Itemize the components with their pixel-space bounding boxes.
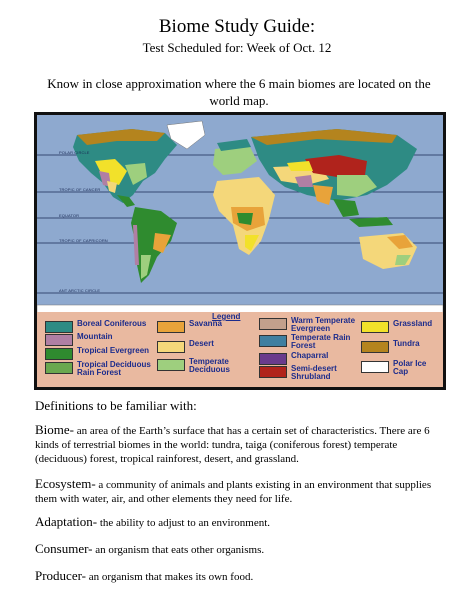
legend-item	[157, 358, 249, 374]
legend-swatch	[45, 321, 73, 333]
legend-label: Polar Ice Cap	[393, 359, 427, 376]
legend-item	[157, 340, 214, 353]
legend-label: Temperate Deciduous	[189, 357, 230, 374]
definition-ecosystem	[35, 477, 444, 506]
legend-label: Boreal Coniferous	[77, 319, 147, 328]
legend-swatch	[361, 361, 389, 373]
legend-swatch	[157, 321, 185, 333]
legend-label: Tundra	[393, 339, 420, 348]
legend-label: Tropical Deciduous Rain Forest	[77, 360, 151, 377]
definition-text: an organism that eats other organisms.	[92, 544, 265, 556]
legend-title: Legend	[212, 312, 241, 321]
legend-swatch	[361, 341, 389, 353]
definition-term: Consumer-	[35, 541, 93, 556]
legend-item	[361, 320, 432, 333]
map-instruction: Know in close approximation where the 6 main biomes are located on the world map.	[47, 76, 431, 108]
lat-label-antarctic-circle: ANT ARCTIC CIRCLE	[59, 288, 101, 293]
legend-swatch	[157, 359, 185, 371]
definition-producer	[35, 569, 444, 584]
legend-swatch	[45, 348, 73, 360]
legend-item	[45, 347, 149, 360]
legend-label: Desert	[189, 339, 214, 348]
legend-label: Semi-desert Shrubland	[291, 364, 337, 381]
legend-item	[157, 320, 222, 333]
map-graphic	[37, 115, 443, 315]
definition-term: Ecosystem-	[35, 476, 96, 491]
lat-label-tropic-capricorn: TROPIC OF CAPRICORN	[59, 238, 108, 243]
legend-label: Tropical Evergreen	[77, 346, 150, 355]
definition-biome	[35, 423, 444, 466]
definition-term: Biome-	[35, 422, 74, 437]
legend-swatch	[259, 353, 287, 365]
legend-label: Temperate Rain Forest	[291, 333, 351, 350]
definitions-heading: Definitions to be familiar with:	[35, 398, 197, 413]
legend-label: Grassland	[393, 319, 433, 328]
legend-swatch	[45, 362, 73, 374]
legend-label: Warm Temperate Evergreen	[291, 316, 356, 333]
legend-swatch	[259, 318, 287, 330]
legend-item	[45, 333, 113, 346]
definition-consumer	[35, 542, 444, 557]
lat-label-equator: EQUATOR	[59, 213, 80, 218]
legend-item	[361, 360, 435, 376]
definition-text: a community of animals and plants existing in an environment that supplies them with water, air, and other elements they need for life.	[35, 479, 432, 505]
page-title: Biome Study Guide:	[158, 16, 316, 37]
definition-term: Producer-	[35, 568, 86, 583]
legend-swatch	[259, 366, 287, 378]
lat-label-polar-circle: POLAR CIRCLE	[59, 150, 90, 155]
definition-adaptation	[35, 515, 444, 530]
lat-label-tropic-cancer: TROPIC OF CANCER	[59, 187, 101, 192]
legend-item	[259, 365, 353, 381]
legend-label: Mountain	[77, 332, 113, 341]
definition-text: an area of the Earth’s surface that has a certain set of characteristics. There are 6 kinds of terrestrial biomes in the world: tundra, taiga (coniferous forest) temperate (deciduous) forest, tropical rainforest, desert, and grassland.	[35, 425, 430, 465]
legend-item	[259, 334, 353, 350]
map-legend	[34, 312, 446, 390]
definition-text: the ability to adjust to an environment.	[97, 517, 271, 529]
legend-label: Chaparral	[291, 351, 329, 360]
legend-swatch	[157, 341, 185, 353]
world-biome-map	[34, 112, 446, 318]
definition-term: Adaptation-	[35, 514, 98, 529]
legend-label: Savanna	[189, 319, 222, 328]
legend-item	[45, 361, 162, 377]
legend-swatch	[259, 335, 287, 347]
legend-swatch	[45, 334, 73, 346]
test-date: Test Scheduled for: Week of Oct. 12	[142, 40, 332, 55]
legend-item	[259, 317, 359, 333]
definition-text: an organism that makes its own food.	[86, 571, 254, 583]
legend-swatch	[361, 321, 389, 333]
legend-item	[361, 340, 420, 353]
